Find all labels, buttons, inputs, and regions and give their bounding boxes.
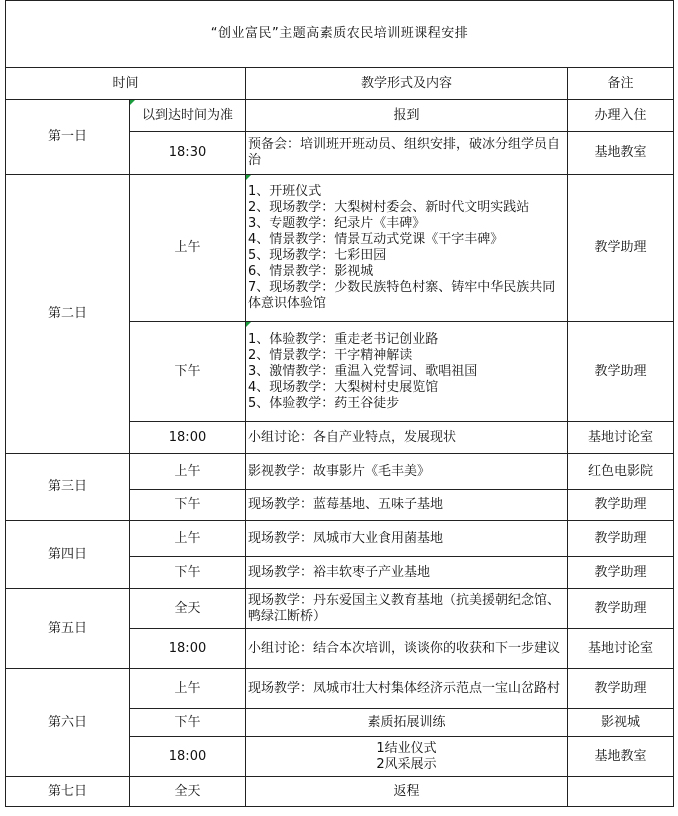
list-item: 3、专题教学：纪录片《丰碑》 (248, 216, 426, 231)
table-row (6, 521, 674, 557)
time-cell: 下午 (130, 322, 246, 422)
note-cell: 教学助理 (568, 490, 674, 521)
table-row (6, 454, 674, 490)
note-cell: 基地讨论室 (568, 629, 674, 669)
schedule-table (5, 0, 674, 807)
note-cell: 教学助理 (568, 669, 674, 709)
note-cell: 基地讨论室 (568, 422, 674, 454)
time-cell: 18:00 (130, 422, 246, 454)
day-label: 第七日 (6, 777, 130, 807)
content-cell: 返程 (246, 777, 568, 807)
page-title: “创业富民”主题高素质农民培训班课程安排 (6, 1, 674, 68)
list-item: 2、情景教学：干字精神解读 (248, 347, 413, 363)
time-cell: 上午 (130, 454, 246, 490)
day-label: 第六日 (6, 669, 130, 777)
list-item: 4、情景教学：情景互动式党课《干字丰碑》 (248, 232, 504, 247)
content-cell (246, 737, 568, 777)
list-item: 4、现场教学：大梨树村史展览馆 (248, 379, 439, 395)
note-cell: 影视城 (568, 709, 674, 737)
note-cell: 教学助理 (568, 322, 674, 422)
time-cell: 以到达时间为准 (130, 100, 246, 132)
list-item: 1结业仪式 (376, 740, 437, 756)
note-cell: 教学助理 (568, 589, 674, 629)
header-note: 备注 (568, 68, 674, 100)
content-cell: 报到 (246, 100, 568, 132)
table-row (6, 589, 674, 629)
header-time: 时间 (6, 68, 246, 100)
note-cell (568, 777, 674, 807)
time-cell: 下午 (130, 490, 246, 521)
table-row (6, 100, 674, 132)
list-item: 6、情景教学：影视城 (248, 264, 374, 279)
list-item: 7、现场教学：少数民族特色村寨、铸牢中华民族共同体意识体验馆 (248, 280, 556, 311)
list-item: 2、现场教学：大梨树村委会、新时代文明实践站 (248, 200, 530, 215)
time-cell: 18:30 (130, 132, 246, 175)
list-item: 3、激情教学：重温入党誓词、歌唱祖国 (248, 363, 478, 379)
content-cell: 小组讨论：结合本次培训，谈谈你的收获和下一步建议 (246, 629, 568, 669)
time-cell: 下午 (130, 709, 246, 737)
day-label: 第一日 (6, 100, 130, 175)
content-cell: 素质拓展训练 (246, 709, 568, 737)
list-item: 5、体验教学：药王谷徒步 (248, 395, 400, 411)
table-row (6, 777, 674, 807)
content-cell: 影视教学：故事影片《毛丰美》 (246, 454, 568, 490)
content-cell: 现场教学：裕丰软枣子产业基地 (246, 557, 568, 589)
content-cell: 现场教学：凤城市壮大村集体经济示范点一宝山岔路村 (246, 669, 568, 709)
content-cell: 现场教学：蓝莓基地、五味子基地 (246, 490, 568, 521)
day-label: 第二日 (6, 175, 130, 454)
time-cell: 18:00 (130, 629, 246, 669)
note-cell: 教学助理 (568, 175, 674, 322)
content-cell (246, 175, 568, 322)
note-cell: 基地教室 (568, 132, 674, 175)
content-cell: 现场教学：丹东爱国主义教育基地（抗美援朝纪念馆、鸭绿江断桥） (246, 589, 568, 629)
note-cell: 教学助理 (568, 557, 674, 589)
content-cell: 小组讨论：各自产业特点，发展现状 (246, 422, 568, 454)
list-item: 1、开班仪式 (248, 184, 322, 199)
time-cell: 18:00 (130, 737, 246, 777)
time-cell: 上午 (130, 669, 246, 709)
day-label: 第四日 (6, 521, 130, 589)
list-item: 1、体验教学：重走老书记创业路 (248, 331, 439, 347)
header-content: 教学形式及内容 (246, 68, 568, 100)
table-row (6, 669, 674, 709)
time-cell: 上午 (130, 175, 246, 322)
note-cell: 教学助理 (568, 521, 674, 557)
time-cell: 全天 (130, 589, 246, 629)
note-cell: 基地教室 (568, 737, 674, 777)
list-item: 5、现场教学：七彩田园 (248, 248, 387, 263)
time-cell: 上午 (130, 521, 246, 557)
content-cell: 现场教学：凤城市大业食用菌基地 (246, 521, 568, 557)
time-cell: 下午 (130, 557, 246, 589)
content-cell (246, 322, 568, 422)
day-label: 第三日 (6, 454, 130, 521)
note-cell: 办理入住 (568, 100, 674, 132)
list-item: 2风采展示 (376, 756, 437, 772)
time-cell: 全天 (130, 777, 246, 807)
note-cell: 红色电影院 (568, 454, 674, 490)
day-label: 第五日 (6, 589, 130, 669)
content-cell: 预备会：培训班开班动员、组织安排，破冰分组学员自治 (246, 132, 568, 175)
table-row (6, 175, 674, 322)
